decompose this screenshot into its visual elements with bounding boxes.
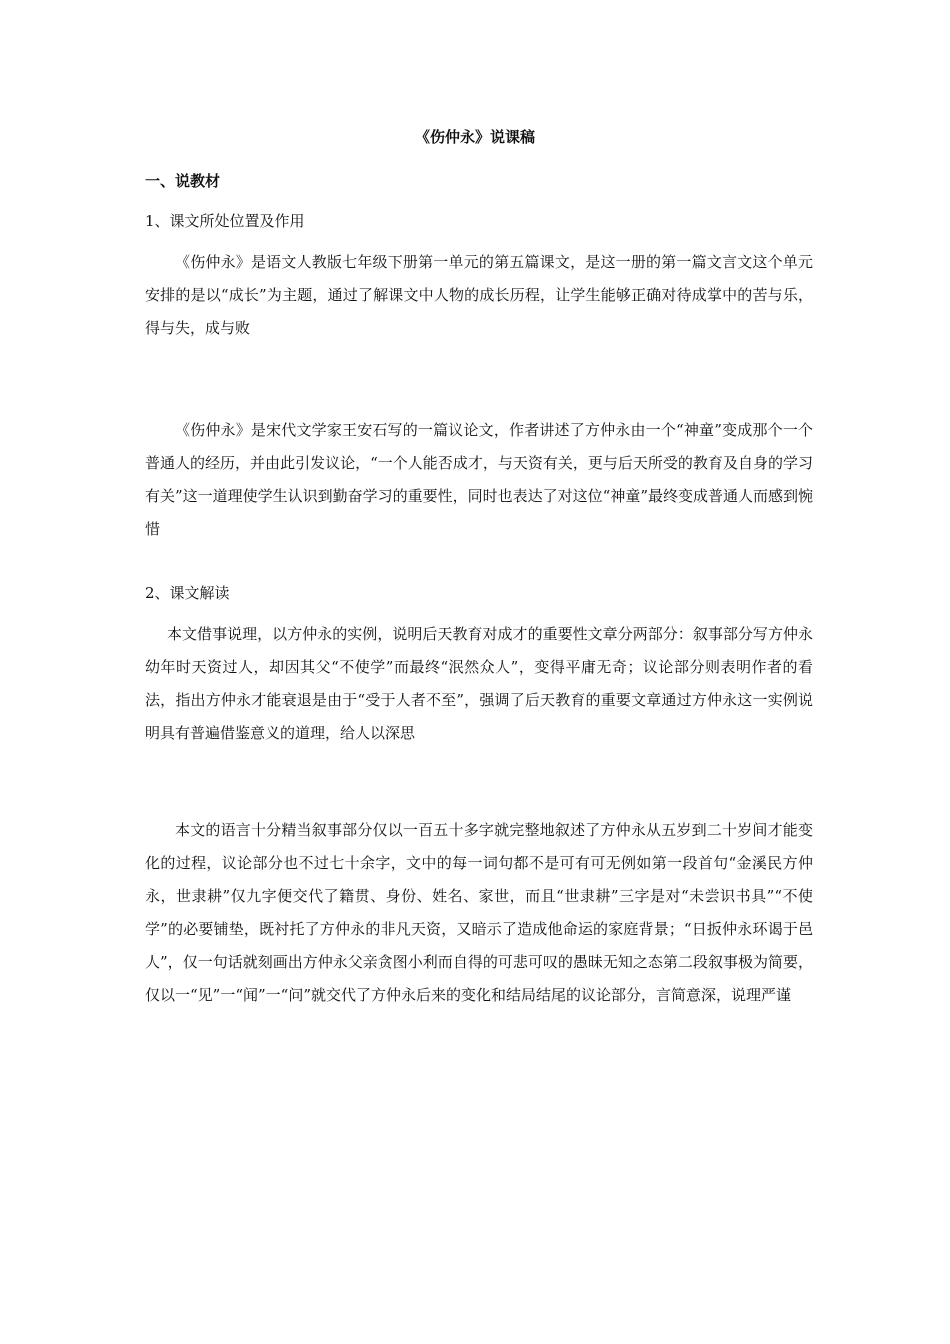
section-heading: 一、说教材 [145,172,221,190]
paragraph-interpretation: 本文借事说理，以方仲永的实例，说明后天教育对成才的重要性文章分两部分：叙事部分写方仲永幼年时天资过人，却因其父“不使学”而最终“泯然众人”，变得平庸无奇；议论部分则表明作者的看法，指出方仲永才能衰退是由于“受于人者不至”，强调了后天教育的重要文章通过方仲永这一实例说明具有普遍借鉴意义的道理，给人以深思 [145,625,813,742]
paragraph-summary: 《伤仲永》是宋代文学家王安石写的一篇议论文，作者讲述了方仲永由一个“神童”变成那个一个普通人的经历，并由此引发议论，“一个人能否成才，与天资有关，更与后天所受的教育及自身的学习有关”这一道理使学生认识到勤奋学习的重要性，同时也表达了对这位“神童”最终变成普通人而感到惋惜 [145,421,814,538]
subsection-heading-position: 1、课文所处位置及作用 [145,212,305,230]
subsection-heading-interpretation: 2、课文解读 [145,584,230,602]
paragraph-language-analysis: 本文的语言十分精当叙事部分仅以一百五十多字就完整地叙述了方仲永从五岁到二十岁间才能变化的过程，议论部分也不过七十余字，文中的每一词句都不是可有可无例如第一段首句“金溪民方仲永，世隶耕”仅九字便交代了籍贯、身份、姓名、家世，而且“世隶耕”三字是对“未尝识书具”“不使学”的必要铺垫，既衬托了方仲永的非凡天资，又暗示了造成他命运的家庭背景；“日扳仲永环谒于邑人”，仅一句话就刻画出方仲永父亲贪图小利而自得的可悲可叹的愚昧无知之态第二段叙事极为简要，仅以一“见”一“闻”一“问”就交代了方仲永后来的变化和结局结尾的议论部分，言简意深，说理严谨 [145,821,813,1004]
document-title: 《伤仲永》说课稿 [414,128,535,146]
paragraph-position-role: 《伤仲永》是语文人教版七年级下册第一单元的第五篇课文，是这一册的第一篇文言文这个单元安排的是以“成长”为主题，通过了解课文中人物的成长历程，让学生能够正确对待成掌中的苦与乐，得与失，成与败 [145,253,813,337]
